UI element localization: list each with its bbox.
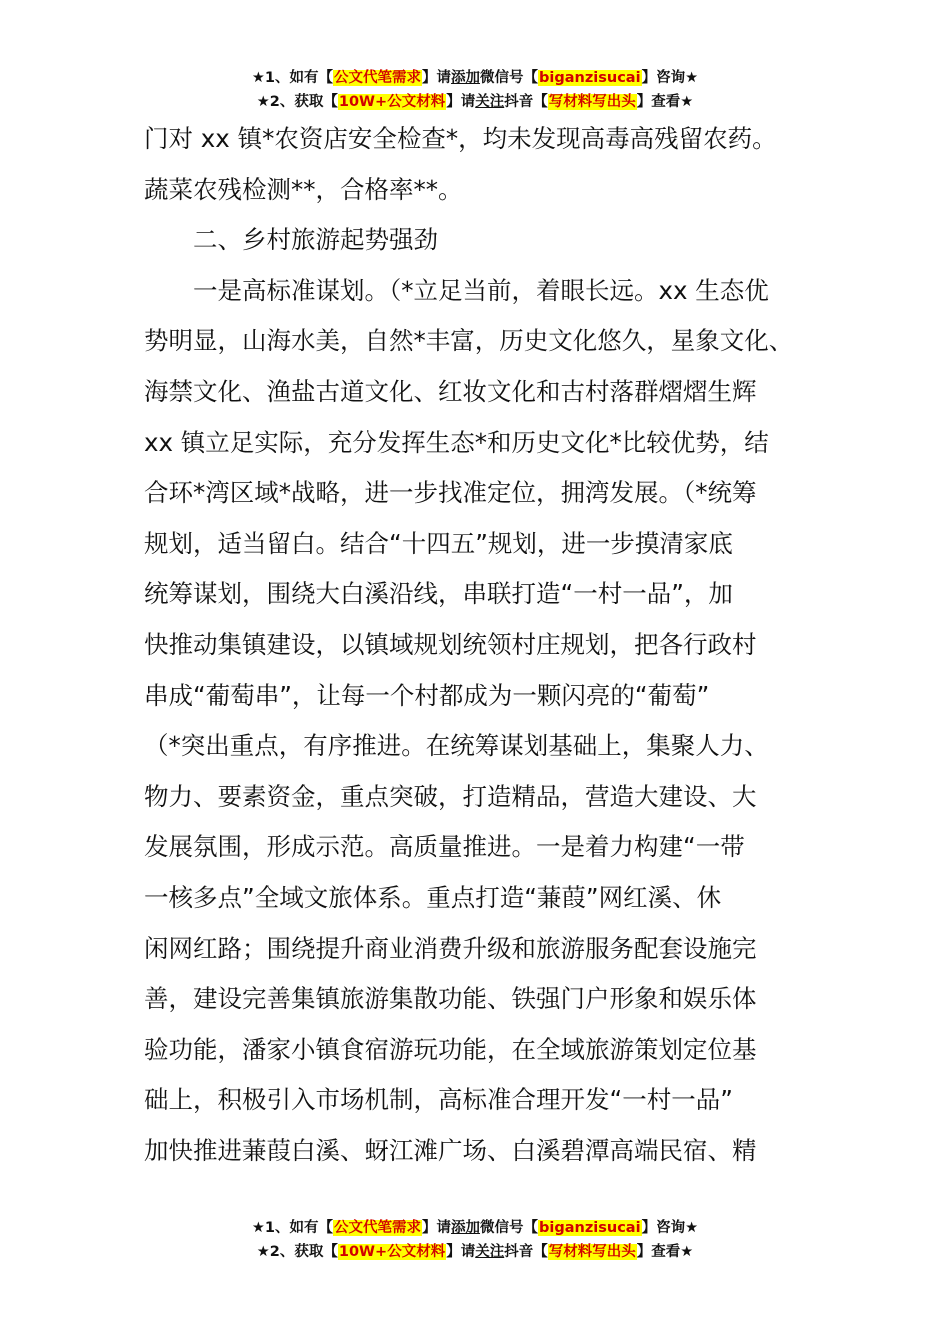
text-line: 础上，积极引入市场机制，高标准合理开发“一村一品” — [144, 1085, 733, 1115]
header-banner-line-2 — [0, 90, 950, 114]
text-line: 势明显，山海水美，自然*丰富，历史文化悠久，星象文化、 — [144, 326, 794, 356]
text-line: 规划，适当留白。结合“十四五”规划，进一步摸清家底 — [144, 528, 733, 558]
banner-text: 】咨询★ — [641, 1220, 699, 1236]
banner-highlight: 公文代笔需求 — [334, 1220, 422, 1236]
banner-highlight: 写材料写出头 — [548, 94, 636, 110]
text-line: 合环*湾区域*战略，进一步找准定位，拥湾发展。（*统筹 — [144, 478, 757, 508]
footer-banner — [0, 1216, 950, 1264]
text-line: 串成“葡萄串”，让每一个村都成为一颗闪亮的“葡萄” — [144, 680, 710, 710]
header-banner — [0, 66, 950, 114]
section-heading: 二、乡村旅游起势强劲 — [193, 225, 438, 255]
banner-text: ★1、如有【 — [251, 1220, 334, 1236]
banner-underlined-text: 添加 — [451, 70, 481, 86]
text-line: 海禁文化、渔盐古道文化、红妆文化和古村落群熠熠生辉 — [144, 376, 757, 406]
footer-banner-line-1 — [0, 1216, 950, 1240]
document-body — [144, 114, 814, 1176]
text-line: 一是高标准谋划。（*立足当前，着眼长远。xx 生态优 — [193, 275, 769, 305]
text-line: 快推动集镇建设，以镇域规划统领村庄规划，把各行政村 — [144, 629, 757, 659]
banner-underlined-text: 关注 — [475, 1244, 505, 1260]
banner-highlight: 10W+公文材料 — [338, 94, 446, 110]
text-line: 发展氛围，形成示范。高质量推进。一是着力构建“一带 — [144, 832, 745, 862]
banner-text: 微信号【 — [480, 70, 539, 86]
text-line: （*突出重点，有序推进。在统筹谋划基础上，集聚人力、 — [144, 731, 769, 761]
banner-text: 】查看★ — [636, 94, 694, 110]
banner-text: 】请 — [446, 1244, 476, 1260]
text-line: xx 镇立足实际，充分发挥生态*和历史文化*比较优势，结 — [144, 427, 769, 457]
text-line: 门对 xx 镇*农资店安全检查*，均未发现高毒高残留农药。 — [144, 124, 777, 153]
banner-text: ★2、获取【 — [256, 94, 338, 110]
banner-text: 】请 — [422, 1220, 452, 1236]
banner-highlight: biganzisucai — [539, 70, 641, 86]
text-line: 统筹谋划，围绕大白溪沿线，串联打造“一村一品”，加 — [144, 579, 733, 609]
banner-text: 】请 — [422, 70, 452, 86]
banner-highlight: 写材料写出头 — [548, 1244, 636, 1260]
banner-text: ★2、获取【 — [256, 1244, 338, 1260]
banner-highlight: 公文代笔需求 — [334, 70, 422, 86]
text-line: 一核多点”全域文旅体系。重点打造“蒹葭”网红溪、休 — [144, 882, 722, 912]
banner-underlined-text: 关注 — [475, 94, 505, 110]
text-line: 闲网红路；围绕提升商业消费升级和旅游服务配套设施完 — [144, 933, 757, 963]
banner-highlight: biganzisucai — [539, 1220, 641, 1236]
text-line: 验功能，潘家小镇食宿游玩功能，在全域旅游策划定位基 — [144, 1034, 757, 1064]
banner-highlight: 10W+公文材料 — [338, 1244, 446, 1260]
banner-text: 】查看★ — [636, 1244, 694, 1260]
footer-banner-line-2 — [0, 1240, 950, 1264]
banner-text: ★1、如有【 — [251, 70, 334, 86]
text-line: 物力、要素资金，重点突破，打造精品，营造大建设、大 — [144, 781, 757, 811]
banner-text: 】请 — [446, 94, 476, 110]
text-line: 加快推进蒹葭白溪、蚜江滩广场、白溪碧潭高端民宿、精 — [144, 1135, 757, 1165]
banner-text: 】咨询★ — [641, 70, 699, 86]
banner-text: 微信号【 — [480, 1220, 539, 1236]
header-banner-line-1 — [0, 66, 950, 90]
text-line: 善，建设完善集镇旅游集散功能、铁强门户形象和娱乐体 — [144, 984, 757, 1014]
banner-underlined-text: 添加 — [451, 1220, 481, 1236]
text-line: 蔬菜农残检测**，合格率**。 — [144, 174, 463, 204]
banner-text: 抖音【 — [504, 1244, 548, 1260]
banner-text: 抖音【 — [504, 94, 548, 110]
